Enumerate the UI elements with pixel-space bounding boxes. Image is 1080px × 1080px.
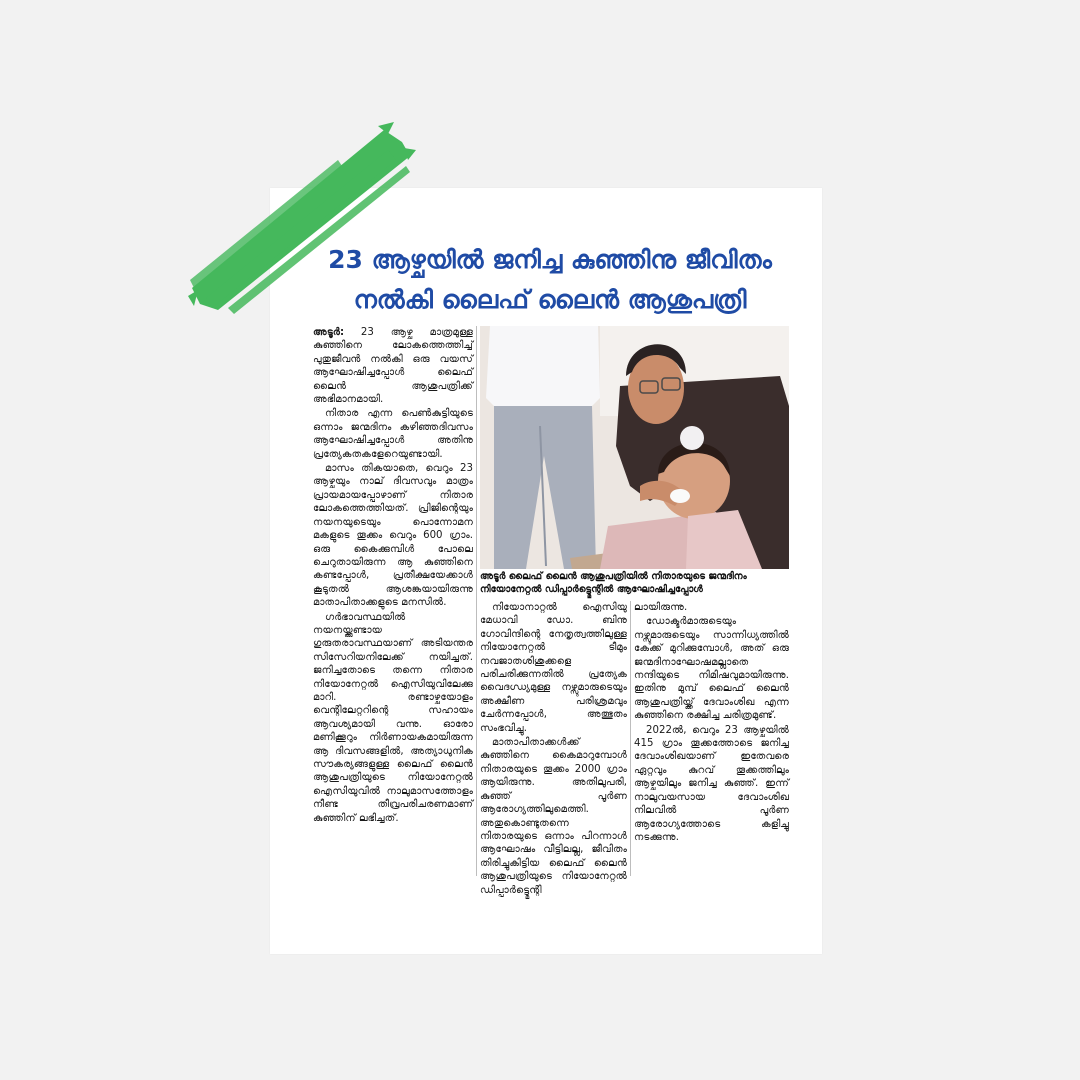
dateline: അടൂർ: bbox=[313, 327, 345, 338]
paragraph: അടൂർ: 23 ആഴ്ച മാത്രമുള്ള കുഞ്ഞിനെ ലോകത്തെത്തിച്ച് പുതുജീവൻ നൽകി ഒരു വയസ് ആഘോഷിച്ചപ്പോൾ ലൈഫ് ലൈൻ ആശുപത്രിക്ക് അഭിമാനമായി. bbox=[313, 327, 473, 406]
article-column-1 bbox=[313, 326, 473, 826]
headline-line-2: നൽകി ലൈഫ് ലൈൻ ആശുപത്രി bbox=[353, 285, 747, 314]
headline-line-1: 23 ആഴ്ചയിൽ ജനിച്ച കുഞ്ഞിനു ജീവിതം bbox=[328, 245, 772, 274]
paragraph: മാസം തികയാതെ, വെറും 23 ആഴ്ചയും നാല് ദിവസവും മാത്രം പ്രായമായപ്പോഴാണ് നിതാര ലോകത്തെത്തിയത്. പ്രിജിന്റെയും നയനയുടെയും പൊന്നോമന മകളുടെ തൂക്കം വെറും 600 ഗ്രാം. ഒരു കൈക്കുമ്പിൾ പോലെ ചെറുതായിരുന്ന ആ കുഞ്ഞിനെ കണ്ടപ്പോൾ, പ്രതീക്ഷയേക്കാൾ കൂടുതൽ ആശങ്കയായിരുന്നു മാതാപിതാക്കളുടെ മനസിൽ. bbox=[313, 463, 473, 609]
caption-line-2: നിയോനേറ്റൽ ഡിപ്പാർട്ട്മെന്റിൽ ആഘോഷിച്ചപ്പോൾ bbox=[480, 584, 703, 595]
article-headline bbox=[300, 240, 800, 320]
paragraph: നിയോനാറ്റൽ ഐസിയു മേധാവി ഡോ. ബിനു ഗോവിന്ദിന്റെ നേതൃത്വത്തിലുള്ള നിയോനേറ്റൽ ടീമും നവജാതശിശുക്കളെ പരിചരിക്കുന്നതിൽ പ്രത്യേക വൈദഗ്ധ്യമുള്ള നഴ്സുമാരുടെയും അക്ഷീണ പരിശ്രമവും ചേർന്നപ്പോൾ, അത്ഭുതം സംഭവിച്ചു. bbox=[480, 602, 627, 734]
paragraph: ഡോക്ടർമാരുടെയും നഴ്സുമാരുടെയും സാന്നിധ്യത്തിൽ കേക്ക് മുറിക്കുമ്പോൾ, അത് ഒരു ജന്മദിനാഘോഷമല്ലാതെ നന്ദിയുടെ നിമിഷവുമായിരുന്നു. ഇതിനു മുമ്പ് ലൈഫ് ലൈൻ ആശുപത്രിയ്ക്ക് ദേവാംശിഖ എന്ന കുഞ്ഞിനെ രക്ഷിച്ച ചരിത്രമുണ്ട്. bbox=[634, 616, 789, 722]
article-photo bbox=[480, 326, 789, 569]
paragraph: ലായിരുന്നു. bbox=[634, 602, 688, 613]
article-column-3 bbox=[634, 601, 789, 845]
paragraph: നിതാര എന്ന പെൺകുട്ടിയുടെ ഒന്നാം ജന്മദിനം കഴിഞ്ഞദിവസം ആഘോഷിച്ചപ്പോൾ അതിനു പ്രത്യേകതകളേറെയുണ്ടായി. bbox=[313, 408, 473, 460]
caption-line-1: അടൂർ ലൈഫ് ലൈൻ ആശുപത്രിയിൽ നിതാരയുടെ ജന്മദിനം bbox=[480, 571, 747, 582]
photo-caption bbox=[480, 570, 789, 596]
article-column-2 bbox=[480, 601, 627, 898]
paragraph: 2022ൽ, വെറും 23 ആഴ്ചയിൽ 415 ഗ്രാം തൂക്കത്തോടെ ജനിച്ച ദേവാംശിഖയാണ് ഇതേവരെ ഏറ്റവും കുറവ് തൂക്കത്തിലും ആഴ്ചയിലും ജനിച്ച കുഞ്ഞ്. ഇന്ന് നാലുവയസായ ദേവാംശിഖ നിലവിൽ പൂർണ ആരോഗ്യത്തോടെ കളിച്ചു നടക്കുന്നു. bbox=[634, 724, 789, 843]
paragraph: ഗർഭാവസ്ഥയിൽ നയനയ്ക്കുണ്ടായ ഗുരുതരാവസ്ഥയാണ് അടിയന്തര സിസേറിയനിലേക്ക് നയിച്ചത്. ജനിച്ചതോടെ തന്നെ നിതാര നിയോനേറ്റൽ ഐസിയുവിലേക്കു മാറി. രണ്ടാഴ്ചയോളം വെന്റിലേറ്ററിന്റെ സഹായം ആവശ്യമായി വന്നു. ഓരോ മണിക്കൂറും നിർണായകമായിരുന്ന ആ ദിവസങ്ങളിൽ, അത്യാധുനിക സൗകര്യങ്ങളുള്ള ലൈഫ് ലൈൻ ആശുപത്രിയുടെ നിയോനേറ്റൽ ഐസിയുവിൽ നാലുമാസത്തോളം നീണ്ട തീവ്രപരിചരണമാണ് കുഞ്ഞിന് ലഭിച്ചത്. bbox=[313, 611, 473, 824]
column-divider bbox=[476, 326, 477, 876]
paragraph: മാതാപിതാക്കൾക്ക് കുഞ്ഞിനെ കൈമാറുമ്പോൾ നിതാരയുടെ തൂക്കം 2000 ഗ്രാം ആയിരുന്നു. അതിലുപരി, കുഞ്ഞ് പൂർണ ആരോഗ്യത്തിലുമെത്തി. അതുകൊണ്ടുതന്നെ നിതാരയുടെ ഒന്നാം പിറന്നാൾ ആഘോഷം വീട്ടിലല്ല, ജീവിതം തിരിച്ചുകിട്ടിയ ലൈഫ് ലൈൻ ആശുപത്രിയുടെ നിയോനേറ്റൽ ഡിപ്പാർട്ട്മെന്റി bbox=[480, 737, 627, 896]
column-divider bbox=[630, 601, 631, 876]
